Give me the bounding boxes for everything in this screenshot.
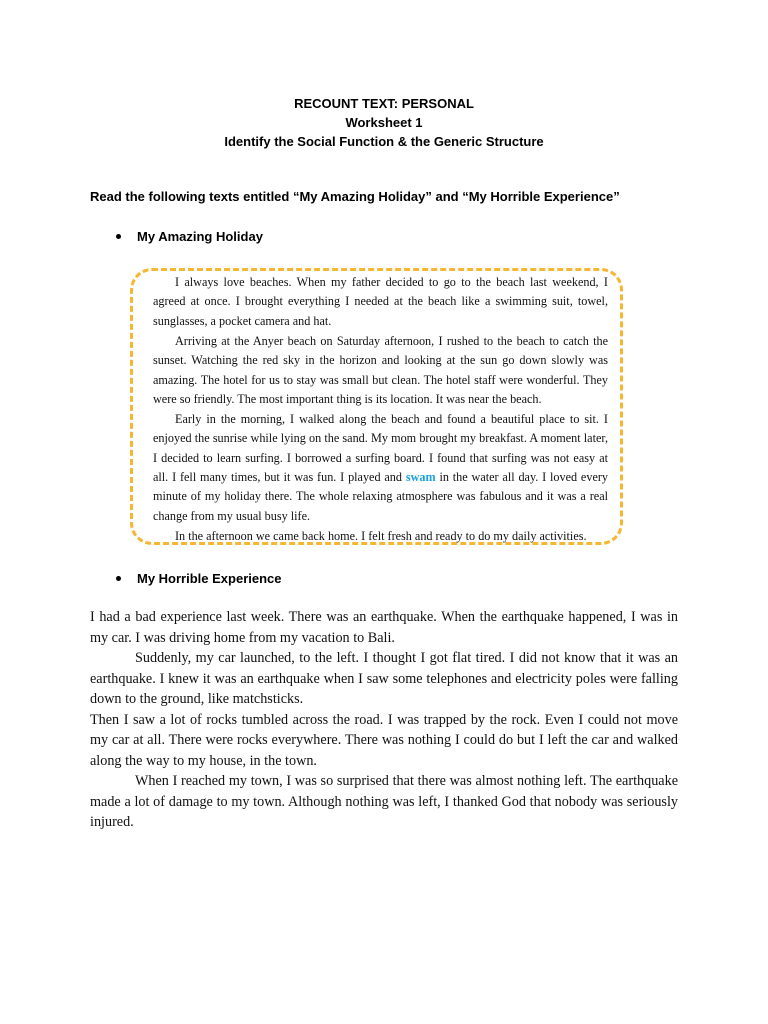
- holiday-paragraph-4: In the afternoon we came back home. I felt fresh and ready to do my daily activities.: [175, 528, 587, 543]
- worksheet-number: Worksheet 1: [345, 115, 423, 130]
- section-heading-holiday-label: My Amazing Holiday: [137, 229, 263, 244]
- section-heading-horrible: [116, 569, 282, 589]
- highlighted-word: swam: [405, 470, 436, 485]
- horrible-paragraph-4: When I reached my town, I was so surprised that there was almost nothing left. The earthquake made a lot of damage to my town. Although nothing was left, I thanked God that nobody was seriously injured.: [90, 773, 678, 830]
- bullet-icon: [116, 576, 121, 581]
- holiday-paragraph-3-end: in the water all day. I loved every minute of my holiday there. The whole relaxing atmosphere was fabulous and it was a real change from my usual busy life.: [153, 470, 609, 523]
- bullet-icon: [116, 234, 121, 239]
- horrible-paragraph-3: Then I saw a lot of rocks tumbled across the road. I was trapped by the rock. Even I could not move my car at all. There were rocks everywhere. There was nothing I could do but I left the car and walked along the way to my house, in the town.: [90, 711, 678, 769]
- worksheet-title: RECOUNT TEXT: PERSONAL: [294, 96, 474, 111]
- section-heading-horrible-label: My Horrible Experience: [137, 571, 282, 586]
- holiday-paragraph-3: [153, 410, 608, 526]
- holiday-paragraph-2: Arriving at the Anyer beach on Saturday afternoon, I rushed to the beach to catch the sunset. Watching the red sky in the horizon and looking at the sun go down slowly was amazing. The hotel for us to stay was small but clean. The hotel staff were wonderful. They were so friendly. The most important thing is its location. It was near the beach.: [153, 333, 608, 406]
- section-heading-holiday: [116, 227, 263, 247]
- worksheet-task: Identify the Social Function & the Generic Structure: [224, 134, 544, 149]
- holiday-paragraph-3-start: Early in the morning, I walked along the beach and found a beautiful place to sit. I enjoyed the sunrise while lying on the sand. My mom brought my breakfast. A moment later, I decided to learn surfing. I borrowed a surfing board. I found that surfing was not easy at all. I fell many times, but it was fun. I played and: [153, 411, 608, 485]
- holiday-text: [153, 273, 608, 547]
- horrible-paragraph-1: I had a bad experience last week. There was an earthquake. When the earthquake happened, I was in my car. I was driving home from my vacation to Bali.: [90, 609, 678, 646]
- holiday-paragraph-1: I always love beaches. When my father decided to go to the beach last weekend, I agreed at once. I brought everything I needed at the beach like a swimming suit, towel, sunglasses, a pocket camera and hat.: [153, 275, 608, 328]
- horrible-text: [90, 607, 678, 833]
- reading-instruction: Read the following texts entitled “My Amazing Holiday” and “My Horrible Experience”: [90, 189, 620, 204]
- horrible-paragraph-2: Suddenly, my car launched, to the left. I thought I got flat tired. I did not know that it was an earthquake. I knew it was an earthquake when I saw some telephones and electricity poles were falling down to the ground, like matchsticks.: [90, 650, 678, 707]
